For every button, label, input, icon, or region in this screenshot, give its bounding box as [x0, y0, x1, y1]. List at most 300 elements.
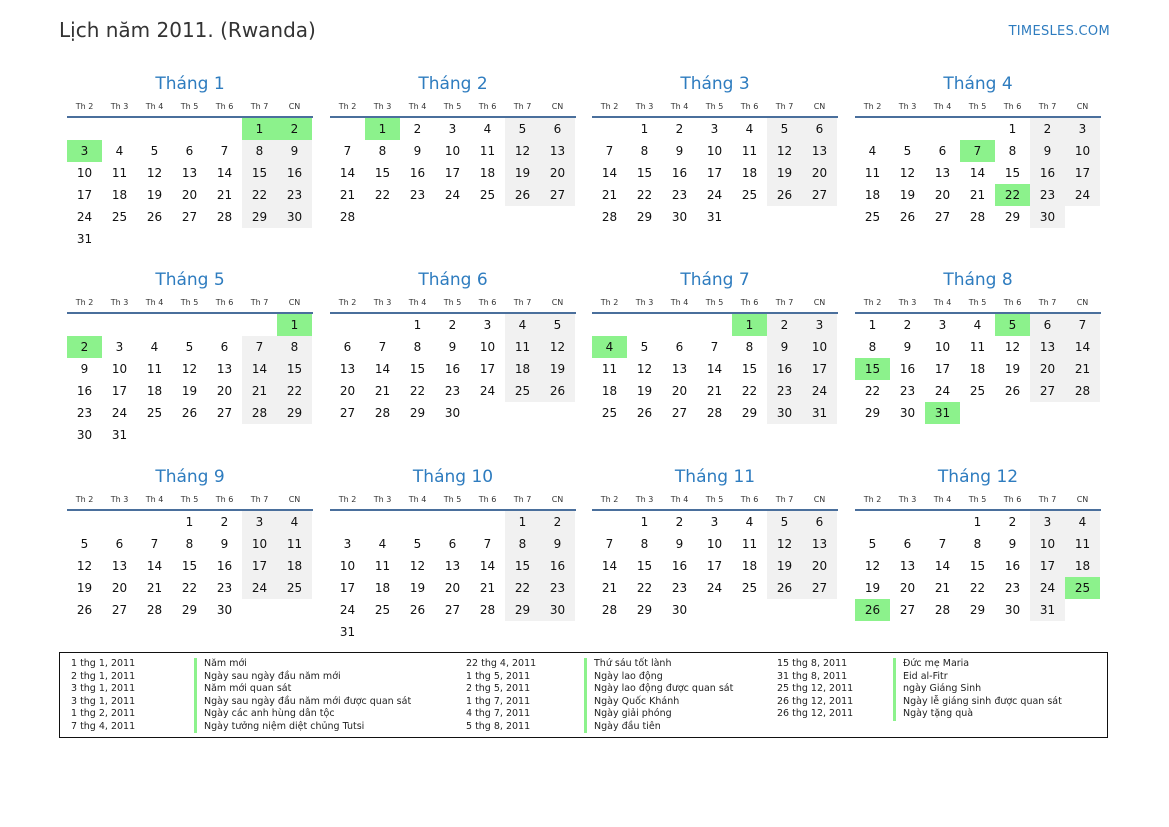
day-cell[interactable]: 19	[76, 581, 93, 595]
day-cell[interactable]: 19	[181, 384, 198, 398]
day-cell[interactable]: 6	[448, 537, 457, 551]
day-cell[interactable]: 13	[1030, 336, 1065, 358]
day-cell[interactable]: 6	[540, 118, 575, 140]
day-cell[interactable]: 3	[938, 318, 947, 332]
day-cell[interactable]: 16	[277, 162, 312, 184]
day-cell[interactable]: 14	[479, 559, 496, 573]
day-cell[interactable]: 26	[409, 603, 426, 617]
day-cell[interactable]: 16	[409, 166, 426, 180]
day-cell[interactable]: 31	[802, 402, 837, 424]
day-cell[interactable]: 30	[671, 210, 688, 224]
day-cell[interactable]: 18	[864, 188, 881, 202]
day-cell[interactable]: 29	[636, 603, 653, 617]
day-cell[interactable]: 29	[864, 406, 881, 420]
day-cell[interactable]: 12	[767, 140, 802, 162]
day-cell[interactable]: 18	[374, 581, 391, 595]
day-cell[interactable]: 2	[903, 318, 912, 332]
day-cell[interactable]: 10	[802, 336, 837, 358]
day-cell[interactable]: 28	[706, 406, 723, 420]
day-cell[interactable]: 7	[242, 336, 277, 358]
day-cell[interactable]: 30	[767, 402, 802, 424]
day-cell[interactable]: 18	[505, 358, 540, 380]
day-cell[interactable]: 5	[767, 511, 802, 533]
day-cell[interactable]: 14	[706, 362, 723, 376]
day-cell[interactable]: 13	[339, 362, 356, 376]
day-cell[interactable]: 4	[745, 515, 754, 529]
day-cell[interactable]: 13	[934, 166, 951, 180]
day-cell[interactable]: 24	[706, 188, 723, 202]
day-cell[interactable]: 23	[671, 188, 688, 202]
day-cell[interactable]: 3	[483, 318, 492, 332]
day-cell[interactable]: 31	[111, 428, 128, 442]
day-cell[interactable]: 23	[1030, 184, 1065, 206]
day-cell[interactable]: 30	[1004, 603, 1021, 617]
day-cell[interactable]: 8	[277, 336, 312, 358]
holiday-day-cell[interactable]: 31	[925, 402, 960, 424]
day-cell[interactable]: 20	[111, 581, 128, 595]
day-cell[interactable]: 15	[969, 559, 986, 573]
day-cell[interactable]: 15	[374, 166, 391, 180]
day-cell[interactable]: 13	[540, 140, 575, 162]
day-cell[interactable]: 12	[636, 362, 653, 376]
day-cell[interactable]: 5	[185, 340, 194, 354]
day-cell[interactable]: 29	[741, 406, 758, 420]
day-cell[interactable]: 24	[111, 406, 128, 420]
day-cell[interactable]: 15	[181, 559, 198, 573]
day-cell[interactable]: 9	[675, 144, 684, 158]
day-cell[interactable]: 6	[343, 340, 352, 354]
day-cell[interactable]: 31	[706, 210, 723, 224]
day-cell[interactable]: 9	[675, 537, 684, 551]
day-cell[interactable]: 13	[802, 140, 837, 162]
day-cell[interactable]: 20	[802, 555, 837, 577]
day-cell[interactable]: 10	[76, 166, 93, 180]
day-cell[interactable]: 17	[444, 166, 461, 180]
day-cell[interactable]: 7	[343, 144, 352, 158]
day-cell[interactable]: 27	[111, 603, 128, 617]
day-cell[interactable]: 29	[969, 603, 986, 617]
day-cell[interactable]: 17	[1030, 555, 1065, 577]
holiday-day-cell[interactable]: 7	[960, 140, 995, 162]
day-cell[interactable]: 15	[242, 162, 277, 184]
holiday-day-cell[interactable]: 5	[995, 314, 1030, 336]
day-cell[interactable]: 30	[671, 603, 688, 617]
day-cell[interactable]: 7	[605, 144, 614, 158]
day-cell[interactable]: 13	[216, 362, 233, 376]
day-cell[interactable]: 16	[1004, 559, 1021, 573]
day-cell[interactable]: 5	[868, 537, 877, 551]
day-cell[interactable]: 19	[409, 581, 426, 595]
holiday-day-cell[interactable]: 26	[855, 599, 890, 621]
day-cell[interactable]: 22	[864, 384, 881, 398]
day-cell[interactable]: 12	[505, 140, 540, 162]
day-cell[interactable]: 8	[242, 140, 277, 162]
day-cell[interactable]: 7	[483, 537, 492, 551]
day-cell[interactable]: 14	[374, 362, 391, 376]
day-cell[interactable]: 13	[802, 533, 837, 555]
day-cell[interactable]: 16	[1030, 162, 1065, 184]
day-cell[interactable]: 12	[767, 533, 802, 555]
day-cell[interactable]: 16	[216, 559, 233, 573]
day-cell[interactable]: 1	[413, 318, 422, 332]
day-cell[interactable]: 5	[413, 537, 422, 551]
day-cell[interactable]: 28	[374, 406, 391, 420]
day-cell[interactable]: 30	[540, 599, 575, 621]
day-cell[interactable]: 30	[76, 428, 93, 442]
day-cell[interactable]: 4	[277, 511, 312, 533]
day-cell[interactable]: 27	[540, 184, 575, 206]
day-cell[interactable]: 18	[741, 166, 758, 180]
day-cell[interactable]: 26	[146, 210, 163, 224]
day-cell[interactable]: 11	[741, 144, 758, 158]
day-cell[interactable]: 11	[1065, 533, 1100, 555]
day-cell[interactable]: 25	[969, 384, 986, 398]
day-cell[interactable]: 18	[277, 555, 312, 577]
day-cell[interactable]: 28	[934, 603, 951, 617]
day-cell[interactable]: 3	[1030, 511, 1065, 533]
day-cell[interactable]: 7	[710, 340, 719, 354]
day-cell[interactable]: 20	[899, 581, 916, 595]
day-cell[interactable]: 12	[864, 559, 881, 573]
day-cell[interactable]: 29	[1004, 210, 1021, 224]
day-cell[interactable]: 3	[1065, 118, 1100, 140]
day-cell[interactable]: 9	[448, 340, 457, 354]
day-cell[interactable]: 22	[409, 384, 426, 398]
day-cell[interactable]: 17	[111, 384, 128, 398]
day-cell[interactable]: 24	[1030, 577, 1065, 599]
day-cell[interactable]: 8	[640, 537, 649, 551]
day-cell[interactable]: 5	[150, 144, 159, 158]
day-cell[interactable]: 14	[1065, 336, 1100, 358]
day-cell[interactable]: 3	[343, 537, 352, 551]
day-cell[interactable]: 3	[448, 122, 457, 136]
day-cell[interactable]: 17	[706, 559, 723, 573]
holiday-day-cell[interactable]: 1	[277, 314, 312, 336]
day-cell[interactable]: 24	[76, 210, 93, 224]
day-cell[interactable]: 10	[934, 340, 951, 354]
day-cell[interactable]: 22	[242, 184, 277, 206]
day-cell[interactable]: 21	[1065, 358, 1100, 380]
day-cell[interactable]: 7	[150, 537, 159, 551]
day-cell[interactable]: 4	[505, 314, 540, 336]
holiday-day-cell[interactable]: 3	[67, 140, 102, 162]
day-cell[interactable]: 12	[899, 166, 916, 180]
day-cell[interactable]: 27	[934, 210, 951, 224]
day-cell[interactable]: 27	[216, 406, 233, 420]
day-cell[interactable]: 27	[181, 210, 198, 224]
day-cell[interactable]: 30	[899, 406, 916, 420]
day-cell[interactable]: 24	[934, 384, 951, 398]
day-cell[interactable]: 10	[444, 144, 461, 158]
day-cell[interactable]: 12	[76, 559, 93, 573]
day-cell[interactable]: 22	[277, 380, 312, 402]
day-cell[interactable]: 17	[339, 581, 356, 595]
holiday-day-cell[interactable]: 1	[365, 118, 400, 140]
day-cell[interactable]: 10	[1030, 533, 1065, 555]
day-cell[interactable]: 26	[767, 577, 802, 599]
holiday-day-cell[interactable]: 1	[242, 118, 277, 140]
day-cell[interactable]: 14	[934, 559, 951, 573]
day-cell[interactable]: 30	[444, 406, 461, 420]
day-cell[interactable]: 21	[242, 380, 277, 402]
day-cell[interactable]: 24	[1065, 184, 1100, 206]
day-cell[interactable]: 9	[1030, 140, 1065, 162]
day-cell[interactable]: 11	[146, 362, 163, 376]
day-cell[interactable]: 14	[242, 358, 277, 380]
day-cell[interactable]: 14	[146, 559, 163, 573]
day-cell[interactable]: 25	[374, 603, 391, 617]
day-cell[interactable]: 19	[146, 188, 163, 202]
day-cell[interactable]: 20	[339, 384, 356, 398]
day-cell[interactable]: 20	[1030, 358, 1065, 380]
day-cell[interactable]: 8	[640, 144, 649, 158]
day-cell[interactable]: 28	[601, 603, 618, 617]
day-cell[interactable]: 1	[868, 318, 877, 332]
day-cell[interactable]: 26	[505, 184, 540, 206]
day-cell[interactable]: 2	[1030, 118, 1065, 140]
day-cell[interactable]: 28	[339, 210, 356, 224]
day-cell[interactable]: 27	[1030, 380, 1065, 402]
day-cell[interactable]: 13	[111, 559, 128, 573]
holiday-day-cell[interactable]: 4	[592, 336, 627, 358]
day-cell[interactable]: 10	[706, 144, 723, 158]
day-cell[interactable]: 19	[864, 581, 881, 595]
day-cell[interactable]: 12	[409, 559, 426, 573]
day-cell[interactable]: 25	[479, 188, 496, 202]
day-cell[interactable]: 26	[636, 406, 653, 420]
day-cell[interactable]: 22	[181, 581, 198, 595]
day-cell[interactable]: 28	[242, 402, 277, 424]
holiday-day-cell[interactable]: 22	[995, 184, 1030, 206]
day-cell[interactable]: 29	[409, 406, 426, 420]
day-cell[interactable]: 14	[969, 166, 986, 180]
day-cell[interactable]: 17	[706, 166, 723, 180]
day-cell[interactable]: 15	[409, 362, 426, 376]
day-cell[interactable]: 5	[80, 537, 89, 551]
day-cell[interactable]: 17	[242, 555, 277, 577]
day-cell[interactable]: 11	[111, 166, 128, 180]
day-cell[interactable]: 18	[479, 166, 496, 180]
day-cell[interactable]: 22	[741, 384, 758, 398]
day-cell[interactable]: 20	[671, 384, 688, 398]
day-cell[interactable]: 6	[938, 144, 947, 158]
day-cell[interactable]: 18	[111, 188, 128, 202]
day-cell[interactable]: 10	[706, 537, 723, 551]
day-cell[interactable]: 13	[899, 559, 916, 573]
day-cell[interactable]: 21	[339, 188, 356, 202]
day-cell[interactable]: 2	[675, 122, 684, 136]
day-cell[interactable]: 26	[540, 380, 575, 402]
day-cell[interactable]: 17	[479, 362, 496, 376]
day-cell[interactable]: 25	[864, 210, 881, 224]
day-cell[interactable]: 6	[115, 537, 124, 551]
day-cell[interactable]: 6	[185, 144, 194, 158]
day-cell[interactable]: 10	[242, 533, 277, 555]
day-cell[interactable]: 4	[483, 122, 492, 136]
day-cell[interactable]: 28	[479, 603, 496, 617]
day-cell[interactable]: 23	[216, 581, 233, 595]
day-cell[interactable]: 26	[76, 603, 93, 617]
day-cell[interactable]: 29	[277, 402, 312, 424]
day-cell[interactable]: 3	[115, 340, 124, 354]
day-cell[interactable]: 19	[767, 555, 802, 577]
day-cell[interactable]: 5	[767, 118, 802, 140]
day-cell[interactable]: 27	[899, 603, 916, 617]
day-cell[interactable]: 23	[671, 581, 688, 595]
day-cell[interactable]: 27	[802, 577, 837, 599]
day-cell[interactable]: 21	[601, 188, 618, 202]
day-cell[interactable]: 19	[540, 358, 575, 380]
day-cell[interactable]: 8	[185, 537, 194, 551]
day-cell[interactable]: 30	[1030, 206, 1065, 228]
day-cell[interactable]: 3	[710, 122, 719, 136]
day-cell[interactable]: 15	[277, 358, 312, 380]
day-cell[interactable]: 11	[741, 537, 758, 551]
day-cell[interactable]: 16	[767, 358, 802, 380]
day-cell[interactable]: 29	[505, 599, 540, 621]
day-cell[interactable]: 2	[448, 318, 457, 332]
day-cell[interactable]: 24	[479, 384, 496, 398]
day-cell[interactable]: 5	[505, 118, 540, 140]
day-cell[interactable]: 29	[242, 206, 277, 228]
day-cell[interactable]: 26	[899, 210, 916, 224]
day-cell[interactable]: 23	[409, 188, 426, 202]
day-cell[interactable]: 30	[277, 206, 312, 228]
day-cell[interactable]: 1	[973, 515, 982, 529]
day-cell[interactable]: 25	[111, 210, 128, 224]
day-cell[interactable]: 29	[181, 603, 198, 617]
day-cell[interactable]: 18	[601, 384, 618, 398]
day-cell[interactable]: 11	[505, 336, 540, 358]
day-cell[interactable]: 6	[802, 118, 837, 140]
day-cell[interactable]: 12	[540, 336, 575, 358]
day-cell[interactable]: 28	[969, 210, 986, 224]
day-cell[interactable]: 2	[413, 122, 422, 136]
day-cell[interactable]: 11	[969, 340, 986, 354]
day-cell[interactable]: 23	[76, 406, 93, 420]
day-cell[interactable]: 16	[444, 362, 461, 376]
day-cell[interactable]: 22	[969, 581, 986, 595]
day-cell[interactable]: 25	[505, 380, 540, 402]
day-cell[interactable]: 14	[216, 166, 233, 180]
day-cell[interactable]: 16	[899, 362, 916, 376]
day-cell[interactable]: 21	[706, 384, 723, 398]
day-cell[interactable]: 25	[741, 581, 758, 595]
day-cell[interactable]: 27	[444, 603, 461, 617]
day-cell[interactable]: 15	[1004, 166, 1021, 180]
holiday-day-cell[interactable]: 25	[1065, 577, 1100, 599]
day-cell[interactable]: 21	[374, 384, 391, 398]
day-cell[interactable]: 28	[1065, 380, 1100, 402]
day-cell[interactable]: 4	[1065, 511, 1100, 533]
day-cell[interactable]: 4	[868, 144, 877, 158]
site-link[interactable]: TIMESLES.COM	[1008, 24, 1110, 39]
day-cell[interactable]: 20	[216, 384, 233, 398]
day-cell[interactable]: 8	[973, 537, 982, 551]
day-cell[interactable]: 4	[378, 537, 387, 551]
day-cell[interactable]: 3	[242, 511, 277, 533]
day-cell[interactable]: 23	[540, 577, 575, 599]
day-cell[interactable]: 25	[741, 188, 758, 202]
day-cell[interactable]: 17	[76, 188, 93, 202]
day-cell[interactable]: 8	[745, 340, 754, 354]
day-cell[interactable]: 30	[216, 603, 233, 617]
day-cell[interactable]: 15	[636, 166, 653, 180]
day-cell[interactable]: 29	[636, 210, 653, 224]
day-cell[interactable]: 1	[640, 122, 649, 136]
day-cell[interactable]: 14	[601, 166, 618, 180]
day-cell[interactable]: 11	[277, 533, 312, 555]
day-cell[interactable]: 8	[413, 340, 422, 354]
day-cell[interactable]: 31	[1030, 599, 1065, 621]
day-cell[interactable]: 26	[767, 184, 802, 206]
day-cell[interactable]: 25	[601, 406, 618, 420]
day-cell[interactable]: 19	[636, 384, 653, 398]
day-cell[interactable]: 31	[76, 232, 93, 246]
day-cell[interactable]: 1	[505, 511, 540, 533]
day-cell[interactable]: 18	[741, 559, 758, 573]
day-cell[interactable]: 28	[216, 210, 233, 224]
day-cell[interactable]: 8	[378, 144, 387, 158]
day-cell[interactable]: 1	[640, 515, 649, 529]
day-cell[interactable]: 7	[605, 537, 614, 551]
day-cell[interactable]: 19	[505, 162, 540, 184]
day-cell[interactable]: 18	[146, 384, 163, 398]
day-cell[interactable]: 9	[540, 533, 575, 555]
day-cell[interactable]: 16	[540, 555, 575, 577]
day-cell[interactable]: 17	[1065, 162, 1100, 184]
day-cell[interactable]: 23	[899, 384, 916, 398]
day-cell[interactable]: 9	[413, 144, 422, 158]
day-cell[interactable]: 21	[146, 581, 163, 595]
holiday-day-cell[interactable]: 15	[855, 358, 890, 380]
day-cell[interactable]: 22	[636, 581, 653, 595]
day-cell[interactable]: 6	[802, 511, 837, 533]
day-cell[interactable]: 27	[339, 406, 356, 420]
day-cell[interactable]: 4	[150, 340, 159, 354]
day-cell[interactable]: 20	[934, 188, 951, 202]
day-cell[interactable]: 11	[864, 166, 881, 180]
day-cell[interactable]: 7	[1065, 314, 1100, 336]
day-cell[interactable]: 9	[767, 336, 802, 358]
day-cell[interactable]: 21	[934, 581, 951, 595]
day-cell[interactable]: 10	[111, 362, 128, 376]
day-cell[interactable]: 21	[969, 188, 986, 202]
day-cell[interactable]: 9	[277, 140, 312, 162]
day-cell[interactable]: 31	[339, 625, 356, 639]
day-cell[interactable]: 24	[802, 380, 837, 402]
day-cell[interactable]: 16	[671, 166, 688, 180]
day-cell[interactable]: 25	[277, 577, 312, 599]
day-cell[interactable]: 5	[540, 314, 575, 336]
day-cell[interactable]: 10	[1065, 140, 1100, 162]
day-cell[interactable]: 24	[242, 577, 277, 599]
day-cell[interactable]: 14	[339, 166, 356, 180]
day-cell[interactable]: 26	[1004, 384, 1021, 398]
day-cell[interactable]: 22	[374, 188, 391, 202]
day-cell[interactable]: 6	[675, 340, 684, 354]
day-cell[interactable]: 23	[444, 384, 461, 398]
day-cell[interactable]: 2	[675, 515, 684, 529]
day-cell[interactable]: 15	[741, 362, 758, 376]
day-cell[interactable]: 13	[181, 166, 198, 180]
day-cell[interactable]: 5	[903, 144, 912, 158]
holiday-day-cell[interactable]: 2	[67, 336, 102, 358]
day-cell[interactable]: 17	[802, 358, 837, 380]
day-cell[interactable]: 4	[973, 318, 982, 332]
day-cell[interactable]: 28	[601, 210, 618, 224]
day-cell[interactable]: 9	[1008, 537, 1017, 551]
